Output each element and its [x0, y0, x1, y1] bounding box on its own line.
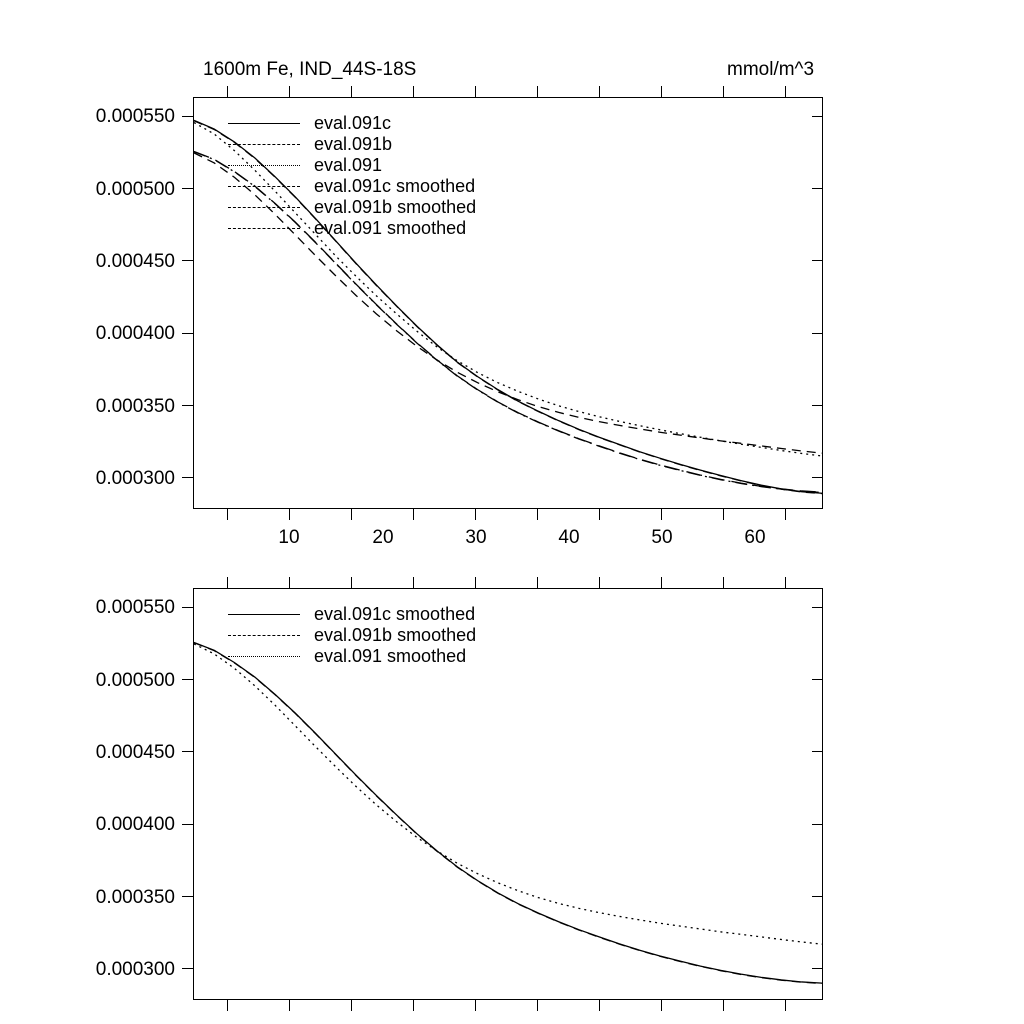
top-ytick-label-1: 0.000500	[95, 179, 175, 200]
top-ytick-label-3: 0.000400	[95, 323, 175, 344]
legend-item	[228, 604, 558, 625]
top-xtick-label-5: 60	[744, 527, 766, 548]
top-xtick-label-0: 10	[278, 527, 300, 548]
top-xtick-label-2: 30	[465, 527, 487, 548]
top-xtick-label-4: 50	[651, 527, 673, 548]
bottom-ytick-label-3: 0.000400	[95, 814, 175, 835]
legend-label: eval.091c	[314, 113, 392, 133]
legend-item	[228, 646, 558, 667]
legend-label: eval.091b	[314, 134, 393, 154]
bottom-ytick-label-4: 0.000350	[95, 887, 175, 908]
top-xtick-label-1: 20	[372, 527, 394, 548]
bottom-ytick-label-1: 0.000500	[95, 670, 175, 691]
top-ytick-label-5: 0.000300	[95, 468, 175, 489]
legend-label: eval.091 smoothed	[314, 218, 467, 238]
bottom-ytick-label-0: 0.000550	[95, 597, 175, 618]
top-ytick-label-2: 0.000450	[95, 251, 175, 272]
chart-title: 1600m Fe, IND_44S-18S	[203, 59, 417, 80]
legend-swatch-solid	[228, 614, 300, 615]
legend-label: eval.091b smoothed	[314, 625, 477, 645]
legend-label: eval.091c smoothed	[314, 604, 476, 624]
legend-label: eval.091b smoothed	[314, 197, 477, 217]
top-ytick-label-4: 0.000350	[95, 396, 175, 417]
legend-item	[228, 625, 558, 646]
bottom-ytick-label-2: 0.000450	[95, 742, 175, 763]
top-xtick-label-3: 40	[558, 527, 580, 548]
series-line	[194, 642, 822, 983]
bottom-ytick-label-5: 0.000300	[95, 959, 175, 980]
top-ytick-label-0: 0.000550	[95, 106, 175, 127]
legend-swatch-dashed	[228, 635, 300, 636]
legend-swatch-dotted	[228, 656, 300, 657]
legend-label: eval.091 smoothed	[314, 646, 467, 666]
units-label: mmol/m^3	[727, 59, 815, 80]
legend-label: eval.091	[314, 155, 383, 175]
bottom-legend	[228, 604, 558, 667]
legend-label: eval.091c smoothed	[314, 176, 476, 196]
